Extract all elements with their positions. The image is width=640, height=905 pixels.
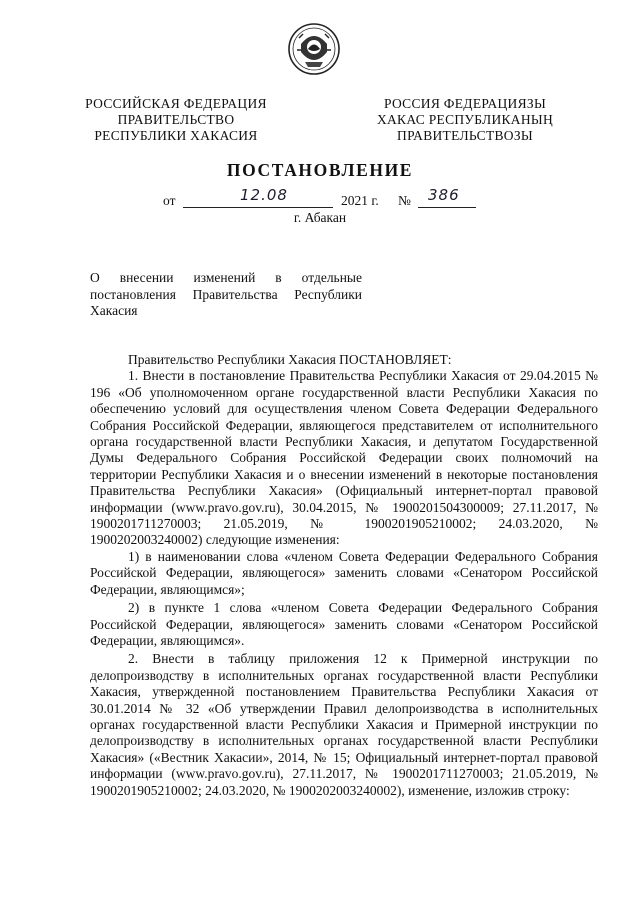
body-paragraph-1: 1. Внести в постановление Правительства Республики Хакасия от 29.04.2015 № 196 «Об уполномоченном органе государственной власти Республики Хакасия по обеспечению условий для осуществления членом Совета Федерации Федерального Собрания Российской Федерации, являющегося представителем от исполнительного органа государственной власти Республики Хакасия, и депутатом Государственной Думы Федерального Собрания Российской Федерации своих полномочий на территории Республики Хакасия и о внесении изменений в некоторые постановления Правительства Республики Хакасия» (Официальный интернет-портал правовой информации (www.pravo.gov.ru), 30.04.2015, № 1900201504300009; 27.11.2017, № 1900201711270003; 21.05.2019, № 1900201905210002; 24.03.2020, № 1900202003240002) следующие изменения: [90, 368, 598, 548]
body-paragraph-2: 2. Внести в таблицу приложения 12 к Примерной инструкции по делопроизводству в исполнительных органах государственной власти Республики Хакасия, утвержденной постановлением Правительства Республики Хакасия от 30.01.2014 № 32 «Об утверждении Правил делопроизводства в исполнительных органах государственной власти Республики Хакасия и Примерной инструкции по делопроизводству в исполнительных органах государственной власти Республики Хакасия» («Вестник Хакасии», 2014, № 15; Официальный интернет-портал правовой информации (www.pravo.gov.ru), 27.11.2017, № 1900201711270003; 21.05.2019, № 1900201905210002; 24.03.2020, № 1900202003240002), изменение, изложив строку: [90, 651, 598, 798]
header-left [70, 96, 282, 144]
number-sign: № [398, 193, 411, 208]
handwritten-number: 386 [428, 186, 460, 204]
document-body [90, 352, 598, 799]
body-paragraph-1-1: 1) в наименовании слова «членом Совета Федерации Федерального Собрания Российской Федерации, являющегося» заменить словами «Сенатором Российской Федерации, являющимся»; [90, 548, 598, 597]
header-right-line-3: ПРАВИТЕЛЬСТВОЗЫ [397, 128, 533, 143]
header-left-line-1: РОССИЙСКАЯ ФЕДЕРАЦИЯ [85, 96, 267, 111]
header-right [357, 96, 573, 144]
date-blank-line [183, 207, 333, 208]
city-name: г. Абакан [293, 210, 347, 225]
header-left-line-2: ПРАВИТЕЛЬСТВО [117, 112, 235, 127]
subject-line-2: постановления Правительства Республики [90, 286, 362, 302]
header-right-line-2: ХАКАС РЕСПУБЛИКАНЫҢ [376, 112, 554, 127]
document-subject [90, 270, 362, 320]
date-prefix: от [163, 193, 176, 208]
header-left-line-3: РЕСПУБЛИКИ ХАКАСИЯ [94, 128, 258, 143]
subject-line-1: О внесении изменений в отдельные [90, 270, 362, 285]
date-year: 2021 г. [341, 193, 379, 208]
coat-of-arms-emblem [287, 22, 341, 76]
number-blank-line [418, 207, 476, 208]
document-title: ПОСТАНОВЛЕНИЕ [226, 160, 414, 180]
body-intro: Правительство Республики Хакасия ПОСТАНОВЛЯЕТ: [128, 352, 452, 367]
header-right-line-1: РОССИЯ ФЕДЕРАЦИЯЗЫ [383, 96, 547, 111]
body-paragraph-1-2: 2) в пункте 1 слова «членом Совета Федерации Федерального Собрания Российской Федерации, являющегося» заменить словами «Сенатором Российской Федерации, являющимся». [90, 600, 598, 648]
subject-line-3: Хакасия [90, 303, 138, 318]
handwritten-date: 12.08 [240, 186, 288, 204]
